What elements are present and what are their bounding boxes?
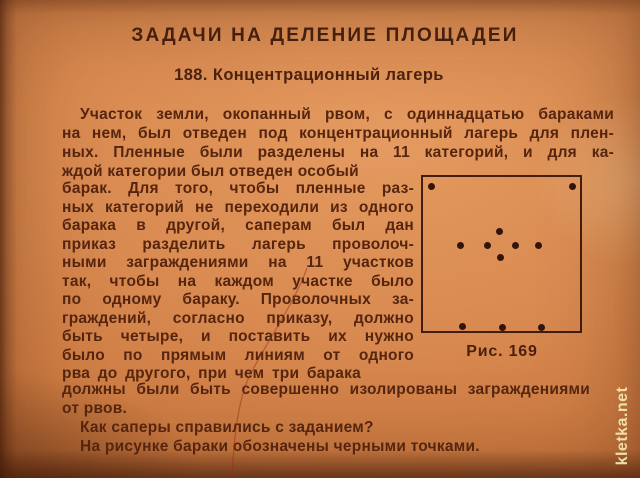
text-line: барак. Для того, чтобы пленные раз- (62, 180, 414, 197)
barrack-dot (457, 242, 464, 249)
text-line: ных. Пленные были разделены на 11 категорий, и для ка- (62, 144, 614, 161)
text-line: рва до другого, при чем три барака (62, 365, 362, 382)
text-line: На рисунке бараки обозначены черными точками. (80, 438, 480, 455)
problem-title: 188. Концентрационный лагерь (174, 66, 444, 84)
text-line: приказ разделить лагерь проволоч- (62, 235, 414, 253)
text-line: граждений, согласно приказу, должно (62, 309, 414, 327)
barrack-dot (535, 242, 542, 249)
text-line: барака в другой, саперам был дан (62, 217, 414, 234)
text-line: было по прямым линиям от одного (62, 346, 414, 364)
paragraph-narrow (62, 180, 414, 384)
watermark: kletka.net (614, 386, 631, 466)
text-line: ждой категории был отведен особый (62, 163, 359, 180)
text-line: от рвов. (62, 400, 128, 417)
barrack-dot (497, 254, 504, 261)
figure-caption: Рис. 169 (466, 343, 538, 360)
barrack-dot (512, 242, 519, 249)
barrack-dot (499, 324, 506, 331)
text-line: Как саперы справились с заданием? (80, 419, 374, 436)
text-line: на нем, был отведен под концентрационный лагерь для плен- (62, 125, 614, 142)
text-line: должны были быть совершенно изолированы заграждениями (62, 381, 590, 398)
barrack-dot (484, 242, 491, 249)
text-line: по одному бараку. Проволочных за- (62, 291, 414, 308)
figure-square (421, 175, 582, 333)
paragraph-top (62, 105, 614, 181)
barrack-dot (459, 323, 466, 330)
text-line: Участок земли, окопанный рвом, с одиннадцатью бараками (80, 106, 614, 123)
barrack-dot (569, 183, 576, 190)
barrack-dot (496, 228, 503, 235)
paragraph-bottom (62, 380, 614, 456)
text-line: так, чтобы на каждом участке было (62, 272, 414, 290)
barrack-dot (428, 183, 435, 190)
section-title: ЗАДАЧИ НА ДЕЛЕНИЕ ПЛОЩАДЕИ (131, 25, 519, 46)
text-line: быть четыре, и поставить их нужно (62, 328, 414, 345)
barrack-dot (538, 324, 545, 331)
text-line: ными заграждениями на 11 участков (62, 254, 414, 271)
text-line: ных категорий не переходили из одного (62, 198, 414, 216)
